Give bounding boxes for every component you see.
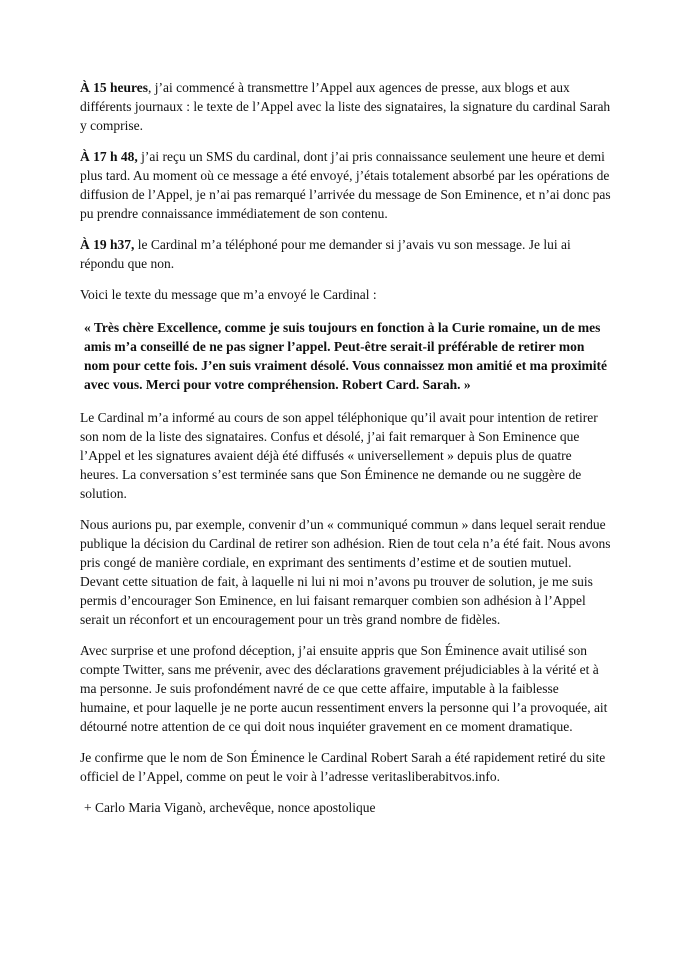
time-17h48: À 17 h 48,	[80, 149, 138, 164]
paragraph-twitter: Avec surprise et une profond déception, j’ai ensuite appris que Son Éminence avait utilisé son compte Twitter, sans me prévenir, avec des déclarations gravement préjudiciables à la vérité et à ma personne. Je suis profondément navré de ce que cette affaire, imputable à la faiblesse humaine, et pour laquelle je ne porte aucun ressentiment envers la personne qui l’a provoquée, ait détourné notre attention de ce qui doit nous inquiéter gravement en ce moment dramatique.	[80, 643, 608, 734]
paragraph-intro-message: Voici le texte du message que m’a envoyé le Cardinal :	[80, 287, 377, 302]
paragraph-15h	[80, 78, 612, 135]
paragraph-19h37	[80, 235, 612, 273]
paragraph-confirmation: Je confirme que le nom de Son Éminence le Cardinal Robert Sarah a été rapidement retiré du site officiel de l’Appel, comme on peut le voir à l’adresse veritasliberabitvos.info.	[80, 750, 606, 784]
time-15h: À 15 heures	[80, 80, 149, 95]
paragraph-communique: Nous aurions pu, par exemple, convenir d’un « communiqué commun » dans lequel serait rendue publique la décision du Cardinal de retirer son adhésion. Rien de tout cela n’a été fait. Nous avons pris congé de manière cordiale, en exprimant des sentiments d’estime et de soutien mutuel. Devant cette situation de fait, à laquelle ni lui ni moi n’avons pu trouver de solution, je me suis permis d’encourager Son Eminence, en lui faisant remarquer combien son adhésion à l’Appel serait un réconfort et un encouragement pour un très grand nombre de fidèles.	[80, 517, 611, 627]
cardinal-message-quote: « Très chère Excellence, comme je suis toujours en fonction à la Curie romaine, un de mes amis m’a conseillé de ne pas signer l’appel. Peut-être serait-il préférable de retirer mon nom pour cette fois. J’en suis vraiment désolé. Vous connaissez mon amitié et ma proximité avec vous. Merci pour votre compréhension. Robert Card. Sarah. »	[84, 320, 607, 392]
paragraph-17h48	[80, 147, 612, 223]
paragraph-19h37-text: le Cardinal m’a téléphoné pour me demander si j’avais vu son message. Je lui ai répondu que non.	[80, 237, 571, 271]
signature: + Carlo Maria Viganò, archevêque, nonce apostolique	[84, 800, 376, 815]
paragraph-15h-text: , j’ai commencé à transmettre l’Appel aux agences de presse, aux blogs et aux différents journaux : le texte de l’Appel avec la liste des signataires, la signature du cardinal Sarah y comprise.	[80, 80, 611, 133]
paragraph-phone-call: Le Cardinal m’a informé au cours de son appel téléphonique qu’il avait pour intention de retirer son nom de la liste des signataires. Confus et désolé, j’ai fait remarquer à Son Eminence que l’Appel et les signatures avaient déjà été diffusés « universellement » depuis plus de quatre heures. La conversation s’est terminée sans que Son Éminence ne demande ou ne suggère de solution.	[80, 410, 598, 501]
paragraph-17h48-text: j’ai reçu un SMS du cardinal, dont j’ai pris connaissance seulement une heure et demi plus tard. Au moment où ce message a été envoyé, j’étais totalement absorbé par les opérations de diffusion de l’Appel, je n’ai pas remarqué l’arrivée du message de Son Eminence, et n’ai donc pas pu prendre connaissance immédiatement de son contenu.	[80, 149, 611, 221]
document-page	[80, 70, 612, 829]
time-19h37: À 19 h37,	[80, 237, 135, 252]
